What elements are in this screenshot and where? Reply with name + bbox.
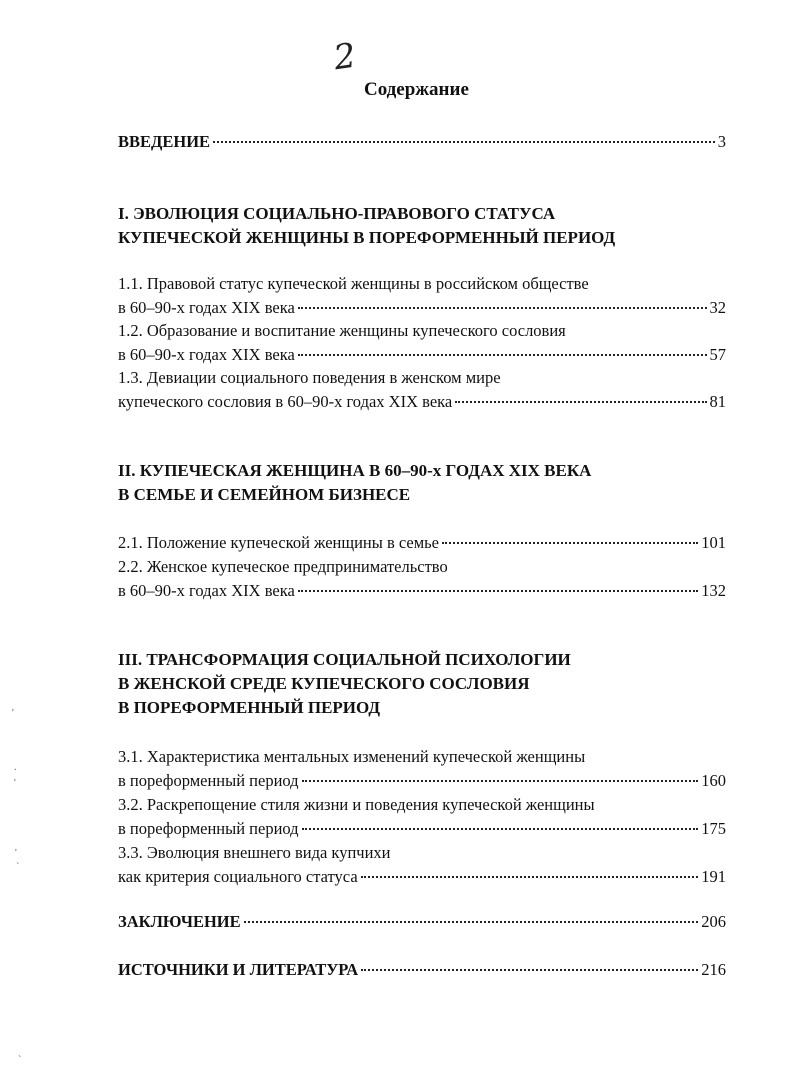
heading-line: КУПЕЧЕСКОЙ ЖЕНЩИНЫ В ПОРЕФОРМЕННЫЙ ПЕРИОД (118, 228, 616, 247)
entry-page: 32 (709, 297, 726, 317)
entry-label: 1.3. Девиации социального поведения в женском мире (118, 368, 501, 387)
entry-label: как критерия социального статуса (118, 866, 358, 886)
toc-entry-introduction (118, 130, 726, 154)
scan-speck: . (14, 762, 17, 773)
toc-entry-3-1 (118, 745, 726, 792)
scan-speck: ' (15, 848, 17, 859)
entry-label: 2.2. Женское купеческое предпринимательство (118, 557, 448, 576)
dot-leader (302, 828, 699, 830)
page-title: Содержание (364, 79, 469, 100)
toc-entry-1-3 (118, 366, 726, 413)
heading-line: III. ТРАНСФОРМАЦИЯ СОЦИАЛЬНОЙ ПСИХОЛОГИИ (118, 650, 571, 669)
dot-leader (298, 307, 707, 309)
dot-leader (298, 354, 707, 356)
heading-line: В ЖЕНСКОЙ СРЕДЕ КУПЕЧЕСКОГО СОСЛОВИЯ (118, 674, 530, 693)
toc-entry-3-3 (118, 841, 726, 888)
entry-label: ИСТОЧНИКИ И ЛИТЕРАТУРА (118, 960, 359, 979)
dot-leader (302, 780, 699, 782)
heading-line: В ПОРЕФОРМЕННЫЙ ПЕРИОД (118, 698, 381, 717)
scan-speck: ` (16, 862, 20, 873)
entry-page: 3 (717, 132, 726, 151)
chapter-1-heading (118, 202, 738, 250)
dot-leader (361, 876, 699, 878)
entry-label: купеческого сословия в 60–90-х годах XIX века (118, 391, 453, 411)
entry-page: 206 (701, 912, 726, 931)
toc-entry-3-2 (118, 793, 726, 840)
heading-line: II. КУПЕЧЕСКАЯ ЖЕНЩИНА В 60–90-х ГОДАХ XIX ВЕКА (118, 461, 592, 480)
entry-page: 216 (701, 960, 726, 979)
entry-label: в 60–90-х годах XIX века (118, 580, 295, 600)
entry-label: 3.2. Раскрепощение стиля жизни и поведения купеческой женщины (118, 795, 595, 814)
entry-label: 2.1. Положение купеческой женщины в семье (118, 533, 439, 552)
toc-entry-sources (118, 958, 726, 982)
toc-entry-2-2 (118, 555, 726, 602)
entry-page: 191 (701, 866, 726, 886)
toc-entry-1-2 (118, 319, 726, 366)
scan-speck: ' (14, 778, 16, 789)
toc-entry-2-1 (118, 531, 726, 555)
chapter-3-heading (118, 648, 738, 720)
entry-label: 1.1. Правовой статус купеческой женщины в российском обществе (118, 274, 589, 293)
entry-page: 101 (701, 533, 726, 552)
toc-entry-conclusion (118, 910, 726, 934)
entry-label: ЗАКЛЮЧЕНИЕ (118, 912, 241, 931)
entry-label: 1.2. Образование и воспитание женщины купеческого сословия (118, 321, 566, 340)
entry-page: 160 (701, 770, 726, 790)
dot-leader (442, 542, 698, 544)
dot-leader (213, 141, 715, 143)
entry-page: 175 (701, 818, 726, 838)
entry-page: 81 (709, 391, 726, 411)
dot-leader (244, 921, 699, 923)
entry-label: 3.1. Характеристика ментальных изменений купеческой женщины (118, 747, 586, 766)
entry-label: 3.3. Эволюция внешнего вида купчихи (118, 843, 391, 862)
toc-entry-1-1 (118, 272, 726, 319)
dot-leader (298, 590, 698, 592)
entry-label: в пореформенный период (118, 818, 299, 838)
entry-label: в 60–90-х годах XIX века (118, 344, 295, 364)
entry-page: 57 (709, 344, 726, 364)
entry-label: в пореформенный период (118, 770, 299, 790)
scan-speck: ' (12, 708, 14, 719)
entry-label: в 60–90-х годах XIX века (118, 297, 295, 317)
heading-line: I. ЭВОЛЮЦИЯ СОЦИАЛЬНО-ПРАВОВОГО СТАТУСА (118, 204, 556, 223)
entry-label: ВВЕДЕНИЕ (118, 132, 211, 151)
entry-page: 132 (701, 580, 726, 600)
chapter-2-heading (118, 459, 738, 507)
heading-line: В СЕМЬЕ И СЕМЕЙНОМ БИЗНЕСЕ (118, 485, 411, 504)
dot-leader (455, 401, 706, 403)
dot-leader (361, 969, 698, 971)
handwritten-page-number: 2 (331, 35, 359, 79)
scan-speck: ` (18, 1055, 22, 1066)
